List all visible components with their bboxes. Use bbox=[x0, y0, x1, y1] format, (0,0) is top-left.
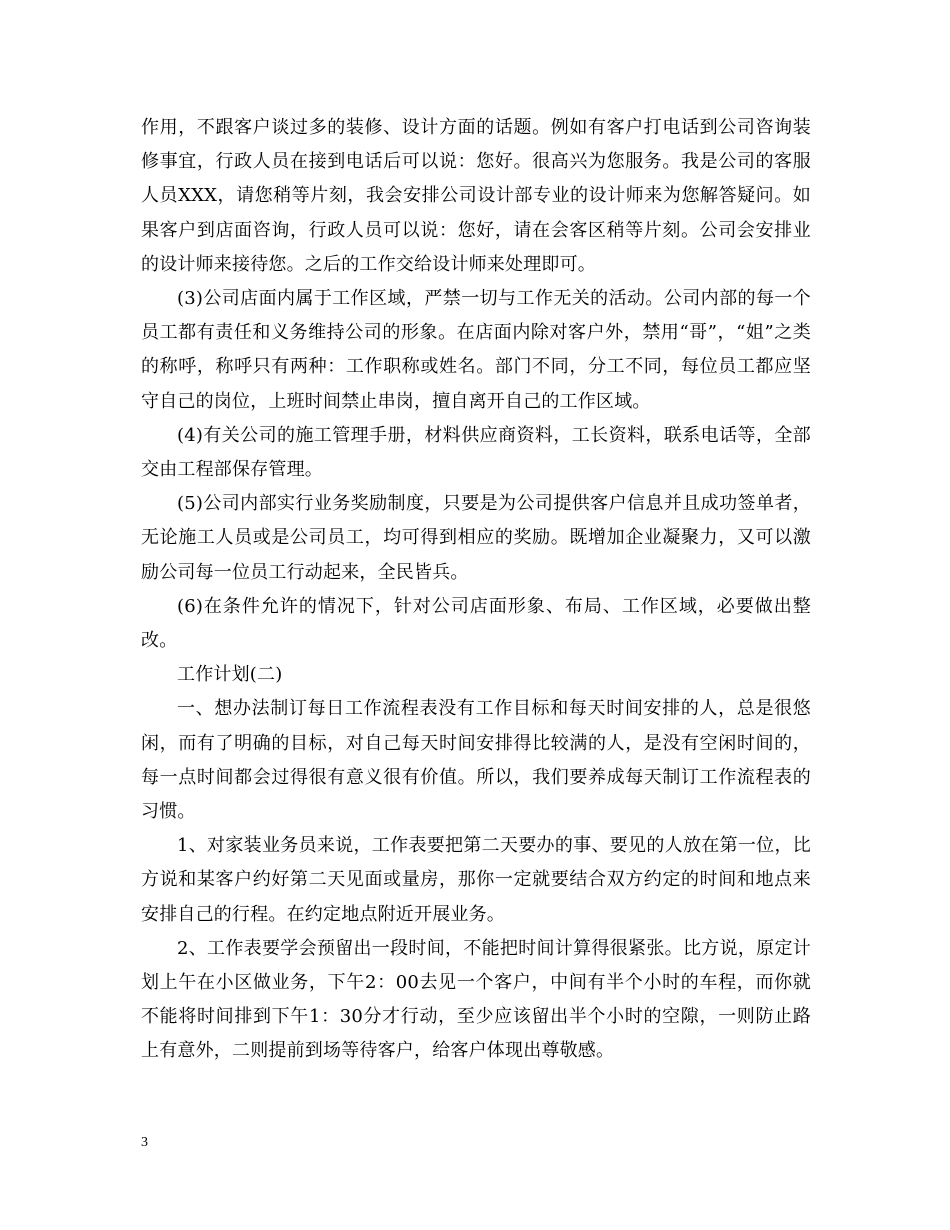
paragraph: (6)在条件允许的情况下，针对公司店面形象、布局、工作区域，必要做出整改。 bbox=[141, 595, 811, 652]
paragraph: 1、对家装业务员来说，工作表要把第二天要办的事、要见的人放在第一位，比方说和某客户约好第二天见面或量房，那你一定就要结合双方约定的时间和地点来安排自己的行程。在约定地点附近开展业务。 bbox=[141, 835, 811, 925]
paragraph: 一、想办法制订每日工作流程表没有工作目标和每天时间安排的人，总是很悠闲，而有了明确的目标，对自己每天时间安排得比较满的人，是没有空闲时间的，每一点时间都会过得很有意义很有价值。所以，我们要养成每天制订工作流程表的习惯。 bbox=[141, 698, 811, 823]
paragraph: (5)公司内部实行业务奖励制度，只要是为公司提供客户信息并且成功签单者，无论施工人员或是公司员工，均可得到相应的奖励。既增加企业凝聚力，又可以激励公司每一位员工行动起来，全民皆兵。 bbox=[141, 493, 811, 583]
document-body bbox=[141, 111, 811, 1069]
paragraph: (4)有关公司的施工管理手册，材料供应商资料，工长资料，联系电话等，全部交由工程部保存管理。 bbox=[141, 424, 811, 481]
paragraph: 2、工作表要学会预留出一段时间，不能把时间计算得很紧张。比方说，原定计划上午在小区做业务，下午2：00去见一个客户，中间有半个小时的车程，而你就不能将时间排到下午1：30分才行动，至少应该留出半个小时的空隙，一则防止路上有意外，二则提前到场等待客户，给客户体现出尊敬感。 bbox=[141, 937, 811, 1062]
paragraph: (3)公司店面内属于工作区域，严禁一切与工作无关的活动。公司内部的每一个员工都有责任和义务维持公司的形象。在店面内除对客户外，禁用“哥”，“姐”之类的称呼，称呼只有两种：工作职称或姓名。部门不同，分工不同，每位员工都应坚守自己的岗位，上班时间禁止串岗，擅自离开自己的工作区域。 bbox=[141, 288, 811, 412]
section-heading: 工作计划(二) bbox=[177, 664, 283, 686]
page-number: 3 bbox=[141, 1135, 148, 1150]
paragraph: 作用，不跟客户谈过多的装修、设计方面的话题。例如有客户打电话到公司咨询装修事宜，行政人员在接到电话后可以说：您好。很高兴为您服务。我是公司的客服人员XXX，请您稍等片刻，我会安排公司设计部专业的设计师来为您解答疑问。如果客户到店面咨询，行政人员可以说：您好，请在会客区稍等片刻。公司会安排业的设计师来接待您。之后的工作交给设计师来处理即可。 bbox=[141, 117, 811, 275]
